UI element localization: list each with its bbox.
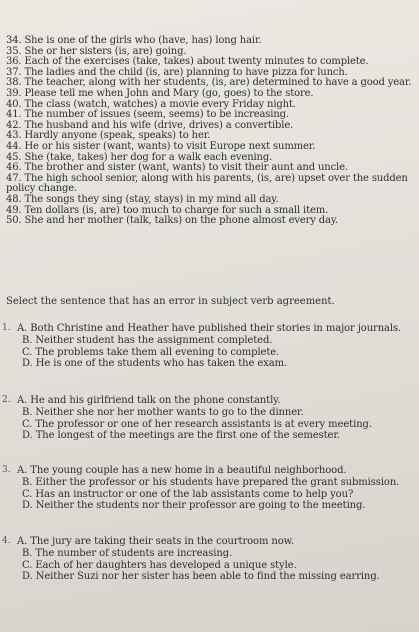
option-c[interactable]: C. The problems take them all evening to complete. — [22, 346, 280, 358]
numbered-sentence-list — [6, 36, 416, 227]
option-c[interactable]: C. The professor or one of her research assistants is at every meeting. — [22, 418, 372, 430]
sentence-35: 35. She or her sisters (is, are) going. — [6, 45, 187, 57]
option-b[interactable]: B. The number of students are increasing. — [22, 547, 233, 559]
sentence-42: 42. The husband and his wife (drive, drives) a convertible. — [6, 119, 294, 131]
question-1 — [0, 323, 419, 370]
option-d[interactable]: D. Neither the students nor their professor are going to the meeting. — [22, 500, 366, 512]
sentence-46: 46. The brother and sister (want, wants) to visit their aunt and uncle. — [6, 162, 348, 174]
option-a[interactable]: A. Both Christine and Heather have published their stories in major journals. — [17, 323, 402, 334]
instruction-text: Select the sentence that has an error in subject verb agreement. — [6, 296, 335, 307]
sentence-34: 34. She is one of the girls who (have, has) long hair. — [6, 35, 262, 46]
option-a[interactable]: A. He and his girlfriend talk on the phone constantly. — [17, 395, 281, 406]
option-d[interactable]: D. He is one of the students who has taken the exam. — [22, 358, 288, 370]
sentence-37: 37. The ladies and the child (is, are) planning to have pizza for lunch. — [6, 66, 348, 78]
option-a[interactable]: A. The young couple has a new home in a beautiful neighborhood. — [17, 465, 347, 476]
sentence-36: 36. Each of the exercises (take, takes) about twenty minutes to complete. — [6, 56, 369, 68]
question-2 — [0, 395, 419, 442]
question-number: 1. — [2, 323, 11, 333]
question-number: 3. — [2, 465, 11, 475]
question-4 — [0, 536, 419, 583]
sentence-50: 50. She and her mother (talk, talks) on the phone almost every day. — [6, 215, 339, 227]
question-3 — [0, 465, 419, 512]
sentence-45: 45. She (take, takes) her dog for a walk each evening. — [6, 151, 273, 163]
option-c[interactable]: C. Has an instructor or one of the lab assistants come to help you? — [22, 488, 354, 500]
option-d[interactable]: D. The longest of the meetings are the first one of the semester. — [22, 430, 340, 442]
option-b[interactable]: B. Neither student has the assignment completed. — [22, 334, 273, 346]
sentence-49: 49. Ten dollars (is, are) too much to charge for such a small item. — [6, 204, 329, 216]
option-a[interactable]: A. The jury are taking their seats in the courtroom now. — [17, 536, 295, 547]
sentence-48: 48. The songs they sing (stay, stays) in my mind all day. — [6, 193, 279, 205]
option-b[interactable]: B. Neither she nor her mother wants to go to the dinner. — [22, 406, 304, 418]
sentence-44: 44. He or his sister (want, wants) to visit Europe next summer. — [6, 140, 316, 152]
option-c[interactable]: C. Each of her daughters has developed a unique style. — [22, 559, 297, 571]
sentence-47: 47. The high school senior, along with his parents, (is, are) upset over the sudden policy change. — [6, 172, 408, 195]
sentence-40: 40. The class (watch, watches) a movie every Friday night. — [6, 98, 296, 110]
sentence-43: 43. Hardly anyone (speak, speaks) to her. — [6, 130, 211, 142]
option-b[interactable]: B. Either the professor or his students have prepared the grant submission. — [22, 476, 400, 488]
question-number: 2. — [2, 395, 11, 405]
sentence-41: 41. The number of issues (seem, seems) to be increasing. — [6, 109, 289, 121]
option-d[interactable]: D. Neither Suzi nor her sister has been able to find the missing earring. — [22, 571, 380, 583]
sentence-38: 38. The teacher, along with her students, (is, are) determined to have a good year. — [6, 77, 412, 89]
sentence-39: 39. Please tell me when John and Mary (go, goes) to the store. — [6, 87, 314, 99]
question-number: 4. — [2, 536, 11, 546]
